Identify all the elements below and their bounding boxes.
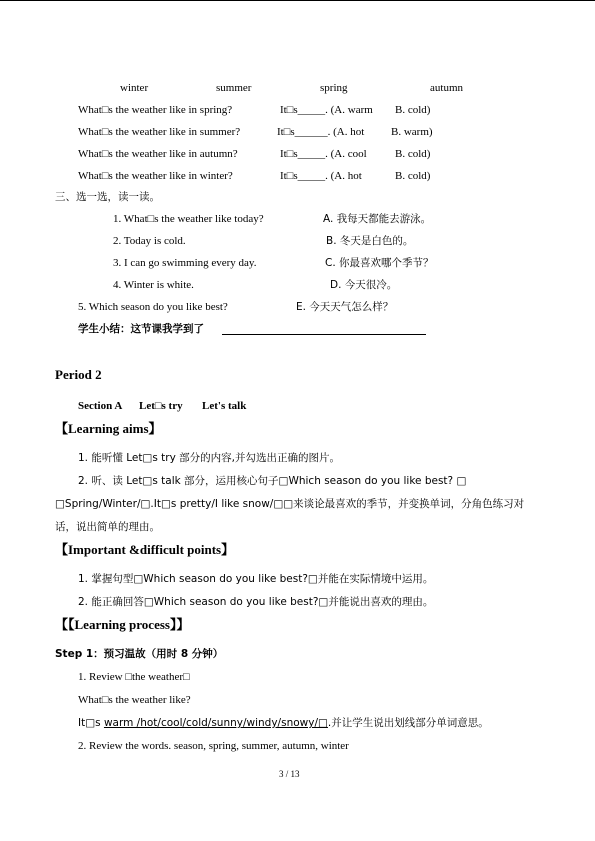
review-answer-prefix: It□s [78, 717, 104, 729]
important-points-heading: 【Important &difficult points】 [55, 542, 235, 557]
review-answer [78, 717, 489, 730]
page-number: 3 / 13 [279, 769, 300, 779]
aim-item: 2. 听、读 Let□s talk 部分，运用核心句子□Which season do you like best? □ [78, 475, 467, 487]
match-left: 1. What□s the weather like today? [113, 213, 264, 225]
weather-option: B. cold) [395, 148, 431, 160]
review-item: 1. Review □the weather□ [78, 671, 190, 683]
match-right: C. 你最喜欢哪个季节？ [325, 257, 434, 269]
section-label: Section A [78, 400, 123, 412]
step-title: Step 1：预习温故（用时 8 分钟） [55, 648, 224, 660]
review-item: 2. Review the words. season, spring, summer, autumn, winter [78, 740, 349, 752]
match-left: 2. Today is cold. [113, 235, 186, 247]
weather-answer: It□s_____. (A. cool [280, 148, 367, 160]
match-right: B. 冬天是白色的。 [326, 235, 414, 247]
weather-answer: It□s______. (A. hot [277, 126, 365, 138]
section-label: Let□s try [139, 400, 183, 412]
weather-option: B. cold) [395, 170, 431, 182]
weather-answer: It□s_____. (A. hot [280, 170, 362, 182]
review-answer-words: warm /hot/cool/cold/sunny/windy/snowy/□ [103, 717, 328, 729]
section-label: Let's talk [202, 400, 247, 412]
word-bank-item: spring [320, 82, 348, 94]
match-right: D. 今天很冷。 [330, 279, 398, 291]
word-bank-item: autumn [430, 82, 463, 94]
weather-question: What□s the weather like in winter? [78, 170, 233, 182]
word-bank-item: winter [120, 82, 149, 94]
weather-question: What□s the weather like in autumn? [78, 148, 238, 160]
match-left: 5. Which season do you like best? [78, 301, 228, 313]
aim-item: □Spring/Winter/□.It□s pretty/I like snow/□□来谈论最喜欢的季节，并变换单词，分角色练习对 [55, 498, 525, 510]
top-rule [0, 0, 595, 1]
word-bank-item: summer [216, 82, 252, 94]
match-left: 4. Winter is white. [113, 279, 194, 291]
match-left: 3. I can go swimming every day. [113, 257, 257, 269]
learning-process-heading: 【【Learning process】】 [55, 617, 190, 632]
period-title: Period 2 [55, 367, 102, 382]
weather-question: What□s the weather like in spring? [78, 104, 233, 116]
match-right: E. 今天天气怎么样？ [296, 301, 394, 313]
learning-aims-heading: 【Learning aims】 [55, 421, 162, 436]
summary-label: 学生小结：这节课我学到了 [78, 323, 204, 335]
weather-answer: It□s_____. (A. warm [280, 104, 373, 116]
point-item: 2. 能正确回答□Which season do you like best?□并能说出喜欢的理由。 [78, 596, 434, 608]
match-right: A. 我每天都能去游泳。 [323, 213, 432, 225]
review-answer-suffix: .并让学生说出划线部分单词意思。 [327, 717, 489, 729]
weather-option: B. warm) [391, 126, 433, 138]
summary-blank [222, 334, 426, 335]
point-item: 1. 掌握句型□Which season do you like best?□并能在实际情境中运用。 [78, 573, 434, 585]
weather-option: B. cold) [395, 104, 431, 116]
aim-item: 话，说出简单的理由。 [55, 521, 160, 533]
section-title: 三、选一选，读一读。 [55, 191, 160, 203]
review-question: What□s the weather like? [78, 694, 191, 706]
aim-item: 1. 能听懂 Let□s try 部分的内容,并勾选出正确的图片。 [78, 452, 340, 464]
weather-question: What□s the weather like in summer? [78, 126, 241, 138]
